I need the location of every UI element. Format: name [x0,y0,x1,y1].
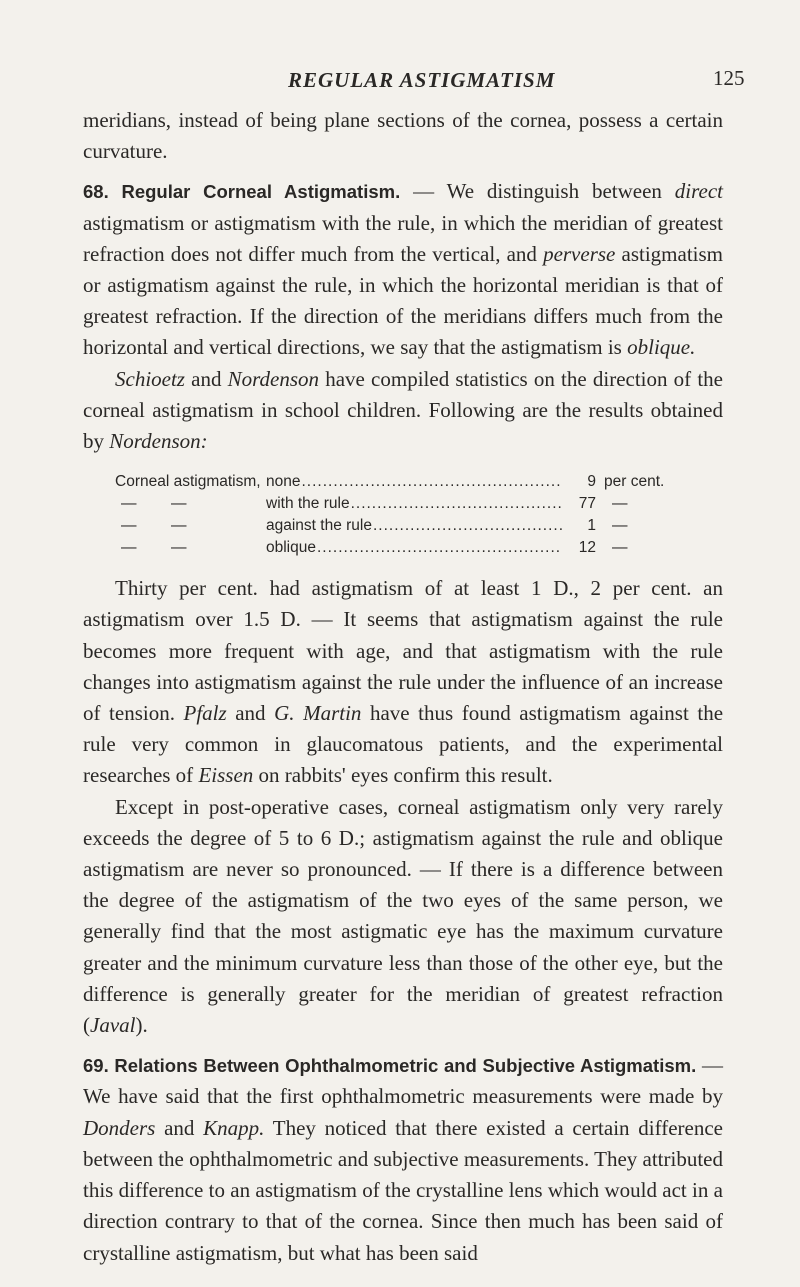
row-value: 77 [578,495,596,513]
table-row [115,493,680,515]
table-row [115,515,680,537]
dot-leader [301,471,562,493]
row-prefix: — — [121,495,187,513]
paragraph-section-69: 69. Relations Between Ophthalmometric and Subjective Astigmatism. — We have said that the first ophthalmometric measurements were made by Donders and Knapp. They noticed that there existed a certain difference between the ophthalmometric and subjective measurements. They attributed this difference to an astigmatism of the crystalline lens which would act in a direction contrary to that of the cornea. Since then much has been said of crystalline astigmatism, but what has been said [83,1053,724,1265]
row-label: oblique [266,539,316,557]
section-heading-69: 69. Relations Between Ophthalmometric and Subjective Astigmatism. [83,1055,697,1077]
row-unit: — [612,495,628,513]
dot-leader [351,493,562,515]
row-label: none [266,473,301,491]
paragraph-statistics: Schioetz and Nordenson have compiled statistics on the direction of the corneal astigmatism in school children. Following are the results obtained by Nordenson: [83,366,723,454]
table-row [115,537,680,559]
table-row [115,471,680,493]
body-text [83,105,723,1269]
page-number: 125 [713,66,745,90]
paragraph-section-68: 68. Regular Corneal Astigmatism. — We distinguish between direct astigmatism or astigmatism with the rule, in which the meridian of greatest refraction does not differ much from the vertical, and perverse astigmatism or astigmatism against the rule, in which the horizontal meridian is that of greatest refraction. If the direction of the meridians differs much from the horizontal and vertical directions, we say that the astigmatism is oblique. [83,179,724,360]
row-unit: — [612,517,628,535]
row-value: 9 [587,473,596,491]
dot-leader [373,515,562,537]
running-head [0,62,800,96]
row-label: with the rule [266,495,350,513]
row-prefix: — — [121,517,187,535]
running-title: REGULAR ASTIGMATISM [288,68,556,92]
paragraph-except: Except in post-operative cases, corneal astigmatism only very rarely exceeds the degree of 5 to 6 D.; astigmatism against the rule and oblique astigmatism are never so pronounced. — If there is a difference between the degree of the astigmatism of the two eyes of the same person, we generally find that the most astigmatic eye has the maximum curvature greater and the minimum curvature less than those of the other eye, but the difference is generally greater for the meridian of greatest refraction (Javal). [83,794,723,1038]
dot-leader [317,537,562,559]
paragraph-continuation: meridians, instead of being plane sections of the cornea, possess a certain curvature. [83,108,723,164]
row-value: 1 [587,517,596,535]
row-prefix: — — [121,539,187,557]
row-label: against the rule [266,517,372,535]
row-prefix: Corneal astigmatism, [115,473,261,491]
row-unit: — [612,539,628,557]
paragraph-thirty-per-cent: Thirty per cent. had astigmatism of at least 1 D., 2 per cent. an astigmatism over 1.5 D. — It seems that astigmatism against the rule becomes more frequent with age, and that astigmatism with the rule changes into astigmatism against the rule under the influence of an increase of tension. Pfalz and G. Martin have thus found astigmatism against the rule very common in glaucomatous patients, and the experimental researches of Eissen on rabbits' eyes confirm this result. [83,576,724,788]
row-value: 12 [578,539,596,557]
statistics-table [115,471,680,559]
section-heading-68: 68. Regular Corneal Astigmatism. [83,181,401,203]
row-unit: per cent. [604,473,665,491]
